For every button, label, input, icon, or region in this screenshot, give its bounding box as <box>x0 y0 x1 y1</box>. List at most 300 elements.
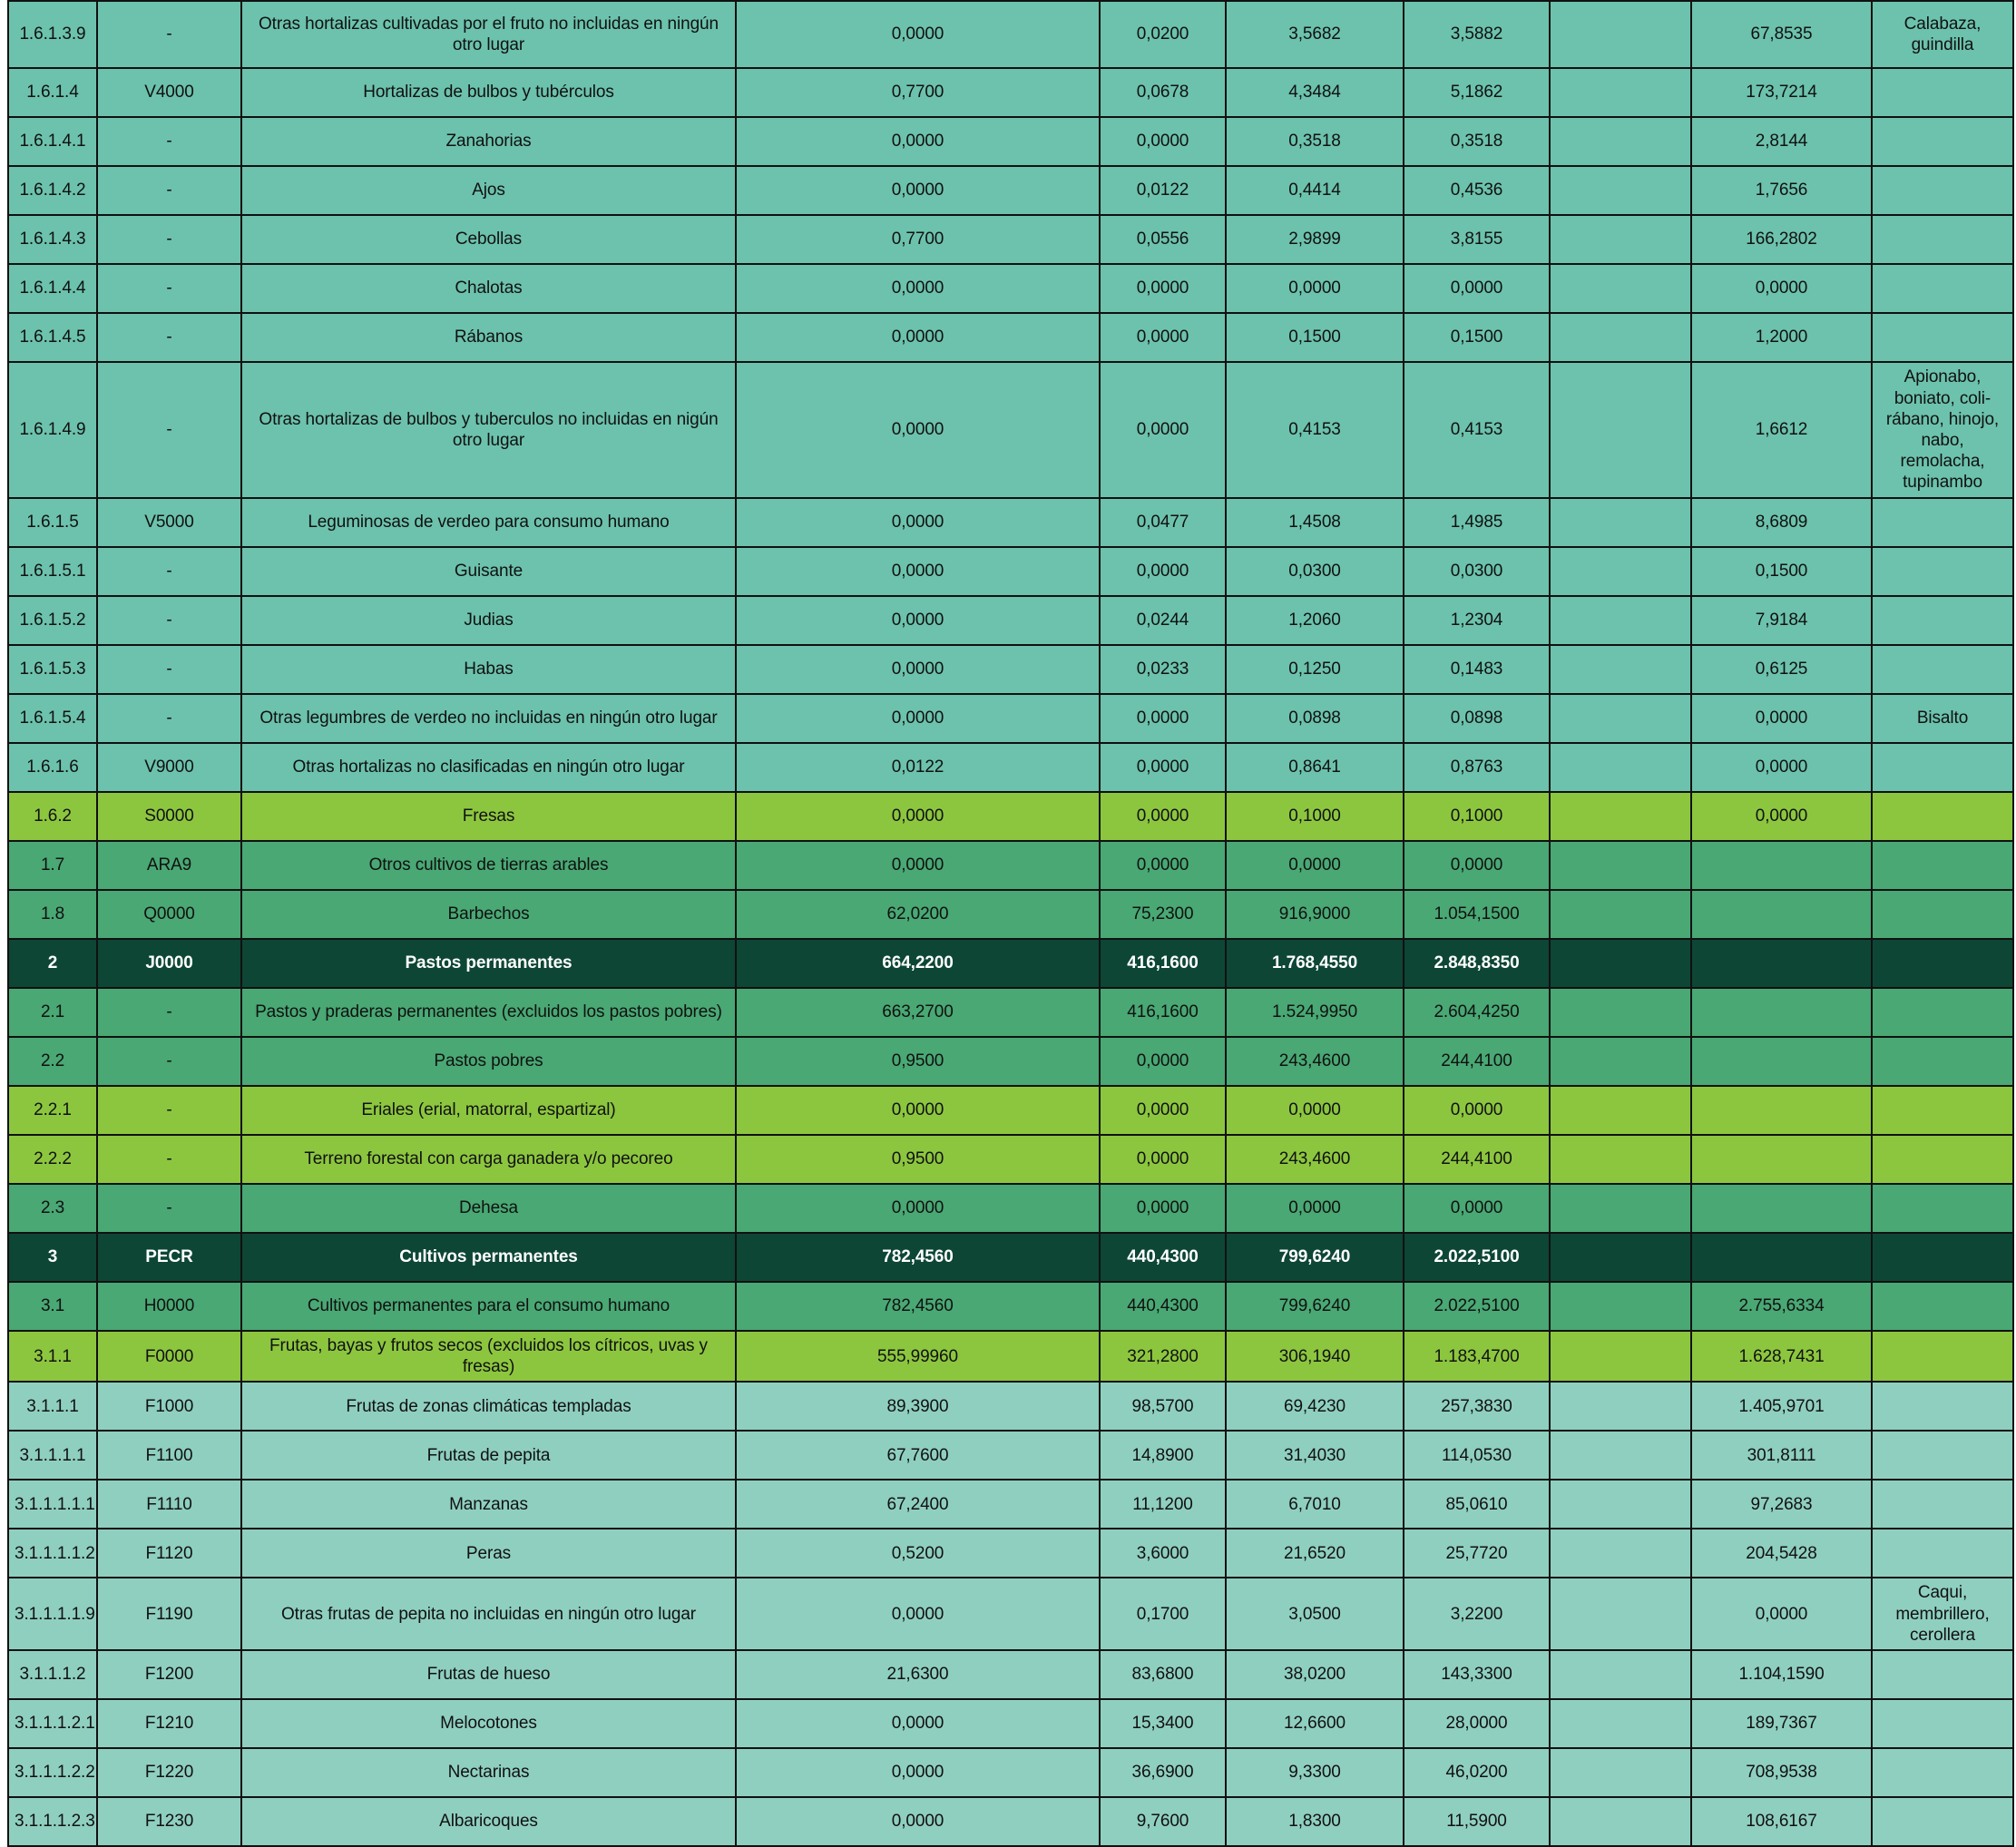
cell-valor-2[interactable]: 9,7600 <box>1100 1797 1226 1846</box>
cell-valor-5[interactable] <box>1550 792 1691 841</box>
cell-valor-1[interactable]: 21,6300 <box>736 1650 1100 1699</box>
cell-codigo-rega[interactable]: - <box>97 264 241 313</box>
cell-observaciones[interactable] <box>1872 313 2013 362</box>
table-row[interactable] <box>8 1037 2013 1086</box>
cell-codigo-rega[interactable]: - <box>97 166 241 215</box>
cell-valor-1[interactable]: 663,2700 <box>736 988 1100 1037</box>
cell-valor-2[interactable]: 0,0000 <box>1100 841 1226 890</box>
cell-observaciones[interactable] <box>1872 1382 2013 1431</box>
cell-valor-total[interactable]: 244,4100 <box>1404 1037 1550 1086</box>
cell-codigo-rega[interactable]: J0000 <box>97 939 241 988</box>
cell-valor-1[interactable]: 0,0000 <box>736 1797 1100 1846</box>
cell-valor-6[interactable]: 166,2802 <box>1691 215 1872 264</box>
cell-codigo-rega[interactable]: - <box>97 645 241 694</box>
cell-valor-total[interactable]: 0,0000 <box>1404 1086 1550 1135</box>
cell-valor-1[interactable]: 0,0000 <box>736 1 1100 68</box>
table-row[interactable] <box>8 1578 2013 1650</box>
cell-valor-5[interactable] <box>1550 596 1691 645</box>
cell-valor-6[interactable] <box>1691 1086 1872 1135</box>
cell-valor-3[interactable]: 306,1940 <box>1226 1331 1404 1382</box>
cell-valor-3[interactable]: 12,6600 <box>1226 1699 1404 1748</box>
cell-descripcion-cultivo[interactable]: Pastos y praderas permanentes (excluidos los pastos pobres) <box>241 988 736 1037</box>
cell-valor-5[interactable] <box>1550 1431 1691 1480</box>
cell-valor-1[interactable]: 0,0000 <box>736 1184 1100 1233</box>
cell-valor-3[interactable]: 0,1250 <box>1226 645 1404 694</box>
cell-descripcion-cultivo[interactable]: Judias <box>241 596 736 645</box>
table-row[interactable] <box>8 1529 2013 1578</box>
cell-valor-2[interactable]: 440,4300 <box>1100 1233 1226 1282</box>
cell-observaciones[interactable] <box>1872 792 2013 841</box>
cell-codigo-jerarquico[interactable]: 3.1.1.1.2.2 <box>8 1748 97 1797</box>
cell-codigo-rega[interactable]: - <box>97 596 241 645</box>
cell-valor-total[interactable]: 25,7720 <box>1404 1529 1550 1578</box>
cell-codigo-jerarquico[interactable]: 1.7 <box>8 841 97 890</box>
cell-valor-1[interactable]: 0,0000 <box>736 1578 1100 1650</box>
cell-valor-2[interactable]: 0,0000 <box>1100 694 1226 743</box>
cell-valor-6[interactable]: 1,2000 <box>1691 313 1872 362</box>
cell-valor-total[interactable]: 0,0300 <box>1404 547 1550 596</box>
cell-valor-5[interactable] <box>1550 1282 1691 1331</box>
cell-valor-2[interactable]: 0,0244 <box>1100 596 1226 645</box>
cell-descripcion-cultivo[interactable]: Dehesa <box>241 1184 736 1233</box>
cell-valor-1[interactable]: 0,9500 <box>736 1135 1100 1184</box>
cell-observaciones[interactable] <box>1872 1431 2013 1480</box>
cell-observaciones[interactable] <box>1872 939 2013 988</box>
table-row[interactable] <box>8 1086 2013 1135</box>
cell-valor-1[interactable]: 0,9500 <box>736 1037 1100 1086</box>
cell-valor-6[interactable] <box>1691 988 1872 1037</box>
cell-valor-1[interactable]: 0,0122 <box>736 743 1100 792</box>
cell-descripcion-cultivo[interactable]: Ajos <box>241 166 736 215</box>
cell-valor-3[interactable]: 21,6520 <box>1226 1529 1404 1578</box>
cell-observaciones[interactable] <box>1872 1797 2013 1846</box>
cell-valor-6[interactable] <box>1691 1233 1872 1282</box>
cell-codigo-jerarquico[interactable]: 1.6.1.5.1 <box>8 547 97 596</box>
cell-codigo-jerarquico[interactable]: 1.6.1.4 <box>8 68 97 117</box>
cell-valor-2[interactable]: 11,1200 <box>1100 1480 1226 1529</box>
cell-valor-2[interactable]: 0,0678 <box>1100 68 1226 117</box>
cell-valor-total[interactable]: 0,0000 <box>1404 264 1550 313</box>
cell-valor-5[interactable] <box>1550 1184 1691 1233</box>
cell-valor-2[interactable]: 0,0000 <box>1100 264 1226 313</box>
cell-valor-6[interactable]: 708,9538 <box>1691 1748 1872 1797</box>
cell-observaciones[interactable] <box>1872 1037 2013 1086</box>
cell-valor-5[interactable] <box>1550 117 1691 166</box>
cell-valor-5[interactable] <box>1550 1797 1691 1846</box>
cell-valor-2[interactable]: 15,3400 <box>1100 1699 1226 1748</box>
cell-valor-5[interactable] <box>1550 1135 1691 1184</box>
cell-observaciones[interactable]: Caqui, membrillero, cerollera <box>1872 1578 2013 1650</box>
cell-valor-5[interactable] <box>1550 498 1691 547</box>
cell-valor-6[interactable]: 1,6612 <box>1691 362 1872 498</box>
cell-valor-5[interactable] <box>1550 1748 1691 1797</box>
cell-valor-1[interactable]: 89,3900 <box>736 1382 1100 1431</box>
cell-valor-5[interactable] <box>1550 743 1691 792</box>
cell-observaciones[interactable] <box>1872 841 2013 890</box>
cell-codigo-rega[interactable]: F1230 <box>97 1797 241 1846</box>
cell-valor-total[interactable]: 85,0610 <box>1404 1480 1550 1529</box>
cell-valor-6[interactable]: 7,9184 <box>1691 596 1872 645</box>
cell-codigo-jerarquico[interactable]: 3 <box>8 1233 97 1282</box>
cell-codigo-rega[interactable]: H0000 <box>97 1282 241 1331</box>
cell-valor-1[interactable]: 0,0000 <box>736 362 1100 498</box>
cell-descripcion-cultivo[interactable]: Nectarinas <box>241 1748 736 1797</box>
cell-valor-3[interactable]: 0,0000 <box>1226 841 1404 890</box>
cell-valor-1[interactable]: 0,0000 <box>736 264 1100 313</box>
cell-descripcion-cultivo[interactable]: Peras <box>241 1529 736 1578</box>
cell-valor-2[interactable]: 0,1700 <box>1100 1578 1226 1650</box>
cell-codigo-jerarquico[interactable]: 1.6.1.6 <box>8 743 97 792</box>
cell-descripcion-cultivo[interactable]: Otras legumbres de verdeo no incluidas en ningún otro lugar <box>241 694 736 743</box>
cell-valor-1[interactable]: 62,0200 <box>736 890 1100 939</box>
cell-valor-6[interactable]: 97,2683 <box>1691 1480 1872 1529</box>
cell-valor-3[interactable]: 1,2060 <box>1226 596 1404 645</box>
cell-valor-total[interactable]: 46,0200 <box>1404 1748 1550 1797</box>
table-row[interactable] <box>8 694 2013 743</box>
cell-valor-1[interactable]: 0,0000 <box>736 166 1100 215</box>
table-row[interactable] <box>8 890 2013 939</box>
cell-valor-3[interactable]: 0,8641 <box>1226 743 1404 792</box>
cell-valor-5[interactable] <box>1550 694 1691 743</box>
cell-valor-2[interactable]: 0,0000 <box>1100 1086 1226 1135</box>
cell-valor-5[interactable] <box>1550 1 1691 68</box>
cell-valor-total[interactable]: 0,4536 <box>1404 166 1550 215</box>
cell-valor-3[interactable]: 3,5682 <box>1226 1 1404 68</box>
cell-valor-5[interactable] <box>1550 939 1691 988</box>
cell-codigo-rega[interactable]: V9000 <box>97 743 241 792</box>
cell-codigo-rega[interactable]: - <box>97 1184 241 1233</box>
cell-observaciones[interactable] <box>1872 1233 2013 1282</box>
cell-valor-2[interactable]: 416,1600 <box>1100 939 1226 988</box>
cell-descripcion-cultivo[interactable]: Albaricoques <box>241 1797 736 1846</box>
cell-valor-total[interactable]: 3,8155 <box>1404 215 1550 264</box>
cell-valor-total[interactable]: 0,1483 <box>1404 645 1550 694</box>
table-row[interactable] <box>8 792 2013 841</box>
cell-valor-total[interactable]: 3,2200 <box>1404 1578 1550 1650</box>
cell-valor-6[interactable]: 1.104,1590 <box>1691 1650 1872 1699</box>
cell-valor-5[interactable] <box>1550 1086 1691 1135</box>
cell-observaciones[interactable] <box>1872 1650 2013 1699</box>
cell-valor-5[interactable] <box>1550 1037 1691 1086</box>
cell-codigo-jerarquico[interactable]: 2.2.1 <box>8 1086 97 1135</box>
cell-descripcion-cultivo[interactable]: Cebollas <box>241 215 736 264</box>
cell-valor-total[interactable]: 11,5900 <box>1404 1797 1550 1846</box>
cell-valor-6[interactable] <box>1691 841 1872 890</box>
cell-valor-3[interactable]: 0,0000 <box>1226 1184 1404 1233</box>
cell-valor-3[interactable]: 799,6240 <box>1226 1282 1404 1331</box>
cell-codigo-jerarquico[interactable]: 1.6.1.5.3 <box>8 645 97 694</box>
cell-valor-5[interactable] <box>1550 841 1691 890</box>
cell-codigo-jerarquico[interactable]: 3.1.1.1.1 <box>8 1431 97 1480</box>
cell-descripcion-cultivo[interactable]: Barbechos <box>241 890 736 939</box>
cell-descripcion-cultivo[interactable]: Frutas de hueso <box>241 1650 736 1699</box>
table-row[interactable] <box>8 1748 2013 1797</box>
cell-valor-2[interactable]: 416,1600 <box>1100 988 1226 1037</box>
cell-valor-3[interactable]: 0,3518 <box>1226 117 1404 166</box>
cell-valor-1[interactable]: 0,0000 <box>736 498 1100 547</box>
cell-valor-total[interactable]: 1.054,1500 <box>1404 890 1550 939</box>
cell-valor-total[interactable]: 28,0000 <box>1404 1699 1550 1748</box>
cell-descripcion-cultivo[interactable]: Frutas de zonas climáticas templadas <box>241 1382 736 1431</box>
cell-valor-6[interactable]: 0,0000 <box>1691 1578 1872 1650</box>
cell-valor-3[interactable]: 243,4600 <box>1226 1135 1404 1184</box>
cell-valor-2[interactable]: 0,0000 <box>1100 362 1226 498</box>
cell-valor-3[interactable]: 0,0000 <box>1226 264 1404 313</box>
cell-valor-2[interactable]: 0,0000 <box>1100 547 1226 596</box>
cell-valor-2[interactable]: 75,2300 <box>1100 890 1226 939</box>
cell-descripcion-cultivo[interactable]: Cultivos permanentes para el consumo humano <box>241 1282 736 1331</box>
table-row[interactable] <box>8 117 2013 166</box>
cell-valor-2[interactable]: 83,6800 <box>1100 1650 1226 1699</box>
cell-codigo-jerarquico[interactable]: 3.1 <box>8 1282 97 1331</box>
cell-observaciones[interactable]: Bisalto <box>1872 694 2013 743</box>
cell-valor-total[interactable]: 3,5882 <box>1404 1 1550 68</box>
cell-valor-2[interactable]: 0,0000 <box>1100 117 1226 166</box>
cell-observaciones[interactable] <box>1872 68 2013 117</box>
cell-valor-6[interactable] <box>1691 939 1872 988</box>
table-row[interactable] <box>8 547 2013 596</box>
table-row[interactable] <box>8 1797 2013 1846</box>
cell-valor-6[interactable]: 0,0000 <box>1691 694 1872 743</box>
table-row[interactable] <box>8 68 2013 117</box>
table-row[interactable] <box>8 1650 2013 1699</box>
cell-codigo-jerarquico[interactable]: 3.1.1 <box>8 1331 97 1382</box>
cell-valor-2[interactable]: 321,2800 <box>1100 1331 1226 1382</box>
cell-valor-1[interactable]: 0,0000 <box>736 1748 1100 1797</box>
cell-descripcion-cultivo[interactable]: Habas <box>241 645 736 694</box>
cell-descripcion-cultivo[interactable]: Melocotones <box>241 1699 736 1748</box>
cell-valor-total[interactable]: 1,2304 <box>1404 596 1550 645</box>
cell-valor-2[interactable]: 440,4300 <box>1100 1282 1226 1331</box>
cell-observaciones[interactable]: Apionabo, boniato, coli-rábano, hinojo, nabo, remolacha, tupinambo <box>1872 362 2013 498</box>
cell-valor-1[interactable]: 0,0000 <box>736 645 1100 694</box>
table-row[interactable] <box>8 1184 2013 1233</box>
table-row[interactable] <box>8 498 2013 547</box>
cell-observaciones[interactable] <box>1872 1529 2013 1578</box>
cell-valor-2[interactable]: 0,0000 <box>1100 1037 1226 1086</box>
cell-codigo-jerarquico[interactable]: 2.3 <box>8 1184 97 1233</box>
cell-descripcion-cultivo[interactable]: Pastos pobres <box>241 1037 736 1086</box>
cell-valor-total[interactable]: 257,3830 <box>1404 1382 1550 1431</box>
cell-valor-3[interactable]: 0,1000 <box>1226 792 1404 841</box>
cell-codigo-jerarquico[interactable]: 1.6.1.4.5 <box>8 313 97 362</box>
cell-valor-2[interactable]: 0,0000 <box>1100 1135 1226 1184</box>
table-row[interactable] <box>8 166 2013 215</box>
cell-valor-1[interactable]: 0,0000 <box>736 313 1100 362</box>
cell-codigo-jerarquico[interactable]: 3.1.1.1.1.1 <box>8 1480 97 1529</box>
cell-codigo-rega[interactable]: Q0000 <box>97 890 241 939</box>
cell-codigo-jerarquico[interactable]: 3.1.1.1.2 <box>8 1650 97 1699</box>
cell-valor-1[interactable]: 0,0000 <box>736 117 1100 166</box>
cell-valor-2[interactable]: 98,5700 <box>1100 1382 1226 1431</box>
cell-observaciones[interactable] <box>1872 166 2013 215</box>
cell-valor-6[interactable]: 301,8111 <box>1691 1431 1872 1480</box>
cell-valor-3[interactable]: 9,3300 <box>1226 1748 1404 1797</box>
cell-valor-3[interactable]: 0,0898 <box>1226 694 1404 743</box>
cell-observaciones[interactable] <box>1872 547 2013 596</box>
cell-valor-2[interactable]: 0,0200 <box>1100 1 1226 68</box>
cell-valor-2[interactable]: 0,0000 <box>1100 313 1226 362</box>
table-row[interactable] <box>8 841 2013 890</box>
cell-valor-total[interactable]: 1.183,4700 <box>1404 1331 1550 1382</box>
cell-valor-total[interactable]: 2.848,8350 <box>1404 939 1550 988</box>
cell-valor-3[interactable]: 2,9899 <box>1226 215 1404 264</box>
cell-descripcion-cultivo[interactable]: Zanahorias <box>241 117 736 166</box>
cell-valor-6[interactable]: 2.755,6334 <box>1691 1282 1872 1331</box>
table-row[interactable] <box>8 1 2013 68</box>
cell-codigo-jerarquico[interactable]: 1.6.1.4.2 <box>8 166 97 215</box>
cell-valor-5[interactable] <box>1550 1233 1691 1282</box>
table-row[interactable] <box>8 1233 2013 1282</box>
cell-valor-total[interactable]: 0,4153 <box>1404 362 1550 498</box>
cell-codigo-jerarquico[interactable]: 3.1.1.1.2.3 <box>8 1797 97 1846</box>
cell-codigo-rega[interactable]: - <box>97 215 241 264</box>
cell-valor-5[interactable] <box>1550 547 1691 596</box>
table-row[interactable] <box>8 939 2013 988</box>
cell-codigo-jerarquico[interactable]: 1.6.1.5 <box>8 498 97 547</box>
cell-valor-5[interactable] <box>1550 264 1691 313</box>
cell-valor-total[interactable]: 2.604,4250 <box>1404 988 1550 1037</box>
table-row[interactable] <box>8 313 2013 362</box>
cell-codigo-jerarquico[interactable]: 1.8 <box>8 890 97 939</box>
cell-descripcion-cultivo[interactable]: Frutas de pepita <box>241 1431 736 1480</box>
cell-codigo-rega[interactable]: F1190 <box>97 1578 241 1650</box>
cell-valor-6[interactable]: 0,1500 <box>1691 547 1872 596</box>
cell-valor-2[interactable]: 3,6000 <box>1100 1529 1226 1578</box>
cell-valor-total[interactable]: 0,8763 <box>1404 743 1550 792</box>
cell-descripcion-cultivo[interactable]: Rábanos <box>241 313 736 362</box>
cell-valor-3[interactable]: 916,9000 <box>1226 890 1404 939</box>
cell-valor-3[interactable]: 69,4230 <box>1226 1382 1404 1431</box>
cell-valor-6[interactable] <box>1691 890 1872 939</box>
cell-codigo-rega[interactable]: - <box>97 1037 241 1086</box>
cell-valor-1[interactable]: 782,4560 <box>736 1233 1100 1282</box>
cell-descripcion-cultivo[interactable]: Fresas <box>241 792 736 841</box>
cell-codigo-rega[interactable]: F1210 <box>97 1699 241 1748</box>
table-row[interactable] <box>8 264 2013 313</box>
cell-codigo-jerarquico[interactable]: 1.6.2 <box>8 792 97 841</box>
cell-descripcion-cultivo[interactable]: Frutas, bayas y frutos secos (excluidos los cítricos, uvas y fresas) <box>241 1331 736 1382</box>
cell-valor-2[interactable]: 0,0233 <box>1100 645 1226 694</box>
cell-codigo-jerarquico[interactable]: 1.6.1.4.4 <box>8 264 97 313</box>
cell-valor-3[interactable]: 3,0500 <box>1226 1578 1404 1650</box>
cell-codigo-jerarquico[interactable]: 2 <box>8 939 97 988</box>
cell-codigo-rega[interactable]: - <box>97 1135 241 1184</box>
cell-observaciones[interactable]: Calabaza, guindilla <box>1872 1 2013 68</box>
cell-valor-5[interactable] <box>1550 1382 1691 1431</box>
cell-codigo-rega[interactable]: S0000 <box>97 792 241 841</box>
cell-codigo-rega[interactable]: ARA9 <box>97 841 241 890</box>
cell-observaciones[interactable] <box>1872 1331 2013 1382</box>
cell-observaciones[interactable] <box>1872 1748 2013 1797</box>
cell-valor-total[interactable]: 114,0530 <box>1404 1431 1550 1480</box>
cell-observaciones[interactable] <box>1872 988 2013 1037</box>
table-row[interactable] <box>8 1382 2013 1431</box>
table-row[interactable] <box>8 1135 2013 1184</box>
table-row[interactable] <box>8 1431 2013 1480</box>
cell-observaciones[interactable] <box>1872 498 2013 547</box>
cell-valor-2[interactable]: 14,8900 <box>1100 1431 1226 1480</box>
cell-codigo-rega[interactable]: F1120 <box>97 1529 241 1578</box>
cell-valor-2[interactable]: 0,0000 <box>1100 1184 1226 1233</box>
cell-valor-3[interactable]: 38,0200 <box>1226 1650 1404 1699</box>
cell-valor-6[interactable]: 173,7214 <box>1691 68 1872 117</box>
cell-codigo-rega[interactable]: - <box>97 694 241 743</box>
cell-valor-1[interactable]: 67,2400 <box>736 1480 1100 1529</box>
cell-valor-6[interactable]: 1.405,9701 <box>1691 1382 1872 1431</box>
cell-valor-5[interactable] <box>1550 890 1691 939</box>
cell-valor-5[interactable] <box>1550 1529 1691 1578</box>
cell-valor-6[interactable] <box>1691 1184 1872 1233</box>
cell-valor-1[interactable]: 0,0000 <box>736 547 1100 596</box>
cell-codigo-jerarquico[interactable]: 2.1 <box>8 988 97 1037</box>
cell-codigo-rega[interactable]: - <box>97 1 241 68</box>
cell-descripcion-cultivo[interactable]: Cultivos permanentes <box>241 1233 736 1282</box>
cell-descripcion-cultivo[interactable]: Manzanas <box>241 1480 736 1529</box>
cell-valor-6[interactable]: 0,0000 <box>1691 743 1872 792</box>
cell-valor-1[interactable]: 0,5200 <box>736 1529 1100 1578</box>
cell-codigo-jerarquico[interactable]: 1.6.1.4.1 <box>8 117 97 166</box>
cell-valor-total[interactable]: 0,0000 <box>1404 1184 1550 1233</box>
cell-valor-2[interactable]: 0,0477 <box>1100 498 1226 547</box>
cell-observaciones[interactable] <box>1872 264 2013 313</box>
cell-valor-3[interactable]: 1.768,4550 <box>1226 939 1404 988</box>
cell-codigo-jerarquico[interactable]: 2.2.2 <box>8 1135 97 1184</box>
cell-valor-5[interactable] <box>1550 362 1691 498</box>
cell-valor-5[interactable] <box>1550 1578 1691 1650</box>
cell-valor-1[interactable]: 0,0000 <box>736 1699 1100 1748</box>
cell-valor-2[interactable]: 0,0000 <box>1100 792 1226 841</box>
cell-valor-6[interactable]: 8,6809 <box>1691 498 1872 547</box>
cell-valor-6[interactable]: 108,6167 <box>1691 1797 1872 1846</box>
cell-codigo-jerarquico[interactable]: 1.6.1.5.2 <box>8 596 97 645</box>
cell-descripcion-cultivo[interactable]: Chalotas <box>241 264 736 313</box>
cell-valor-total[interactable]: 2.022,5100 <box>1404 1282 1550 1331</box>
cell-codigo-jerarquico[interactable]: 1.6.1.3.9 <box>8 1 97 68</box>
cell-descripcion-cultivo[interactable]: Guisante <box>241 547 736 596</box>
cell-observaciones[interactable] <box>1872 1184 2013 1233</box>
cell-codigo-rega[interactable]: - <box>97 547 241 596</box>
cell-valor-2[interactable]: 0,0000 <box>1100 743 1226 792</box>
cell-observaciones[interactable] <box>1872 1282 2013 1331</box>
cell-valor-1[interactable]: 0,0000 <box>736 841 1100 890</box>
cell-observaciones[interactable] <box>1872 743 2013 792</box>
cell-descripcion-cultivo[interactable]: Otros cultivos de tierras arables <box>241 841 736 890</box>
cell-valor-total[interactable]: 0,1000 <box>1404 792 1550 841</box>
cell-codigo-rega[interactable]: V4000 <box>97 68 241 117</box>
cell-codigo-rega[interactable]: F1200 <box>97 1650 241 1699</box>
cell-valor-6[interactable]: 2,8144 <box>1691 117 1872 166</box>
cell-valor-5[interactable] <box>1550 313 1691 362</box>
cell-codigo-rega[interactable]: - <box>97 988 241 1037</box>
cell-valor-6[interactable]: 204,5428 <box>1691 1529 1872 1578</box>
cell-descripcion-cultivo[interactable]: Leguminosas de verdeo para consumo humano <box>241 498 736 547</box>
cell-valor-6[interactable] <box>1691 1037 1872 1086</box>
cell-valor-5[interactable] <box>1550 988 1691 1037</box>
cell-descripcion-cultivo[interactable]: Otras hortalizas de bulbos y tuberculos no incluidas en nigún otro lugar <box>241 362 736 498</box>
cell-valor-3[interactable]: 0,0300 <box>1226 547 1404 596</box>
cell-codigo-jerarquico[interactable]: 3.1.1.1.1.9 <box>8 1578 97 1650</box>
cell-observaciones[interactable] <box>1872 596 2013 645</box>
cell-valor-total[interactable]: 0,0000 <box>1404 841 1550 890</box>
table-row[interactable] <box>8 362 2013 498</box>
cell-valor-2[interactable]: 0,0556 <box>1100 215 1226 264</box>
cell-observaciones[interactable] <box>1872 215 2013 264</box>
cell-observaciones[interactable] <box>1872 1480 2013 1529</box>
cell-codigo-rega[interactable]: F1100 <box>97 1431 241 1480</box>
cell-valor-1[interactable]: 0,7700 <box>736 215 1100 264</box>
cell-valor-total[interactable]: 0,1500 <box>1404 313 1550 362</box>
